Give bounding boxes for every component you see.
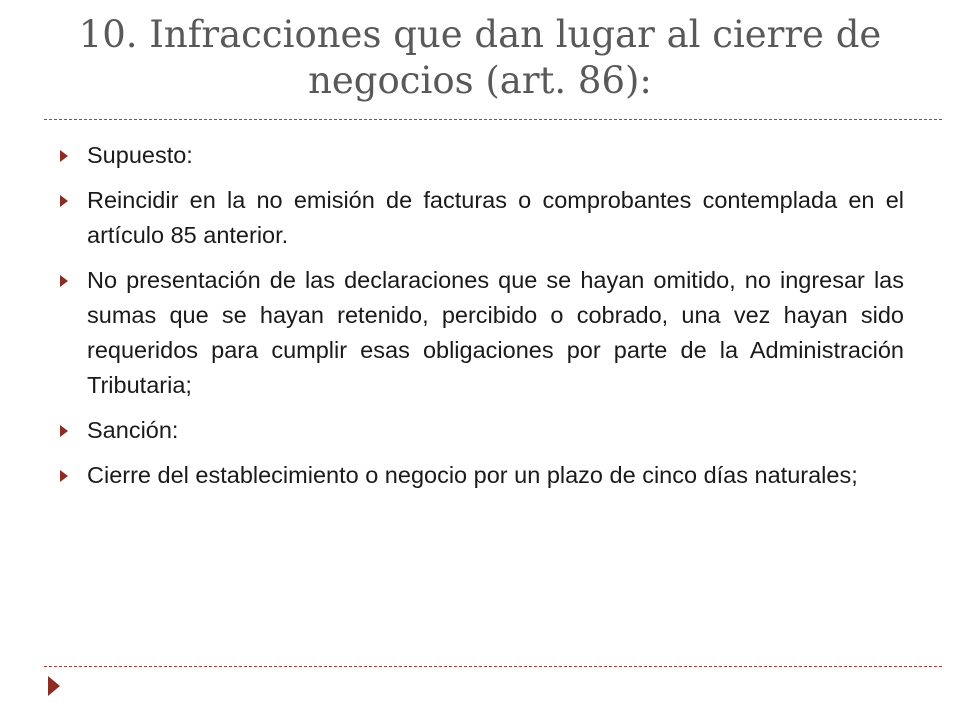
bullet-item — [58, 458, 904, 493]
bullet-item — [58, 263, 904, 403]
bullet-text: Sanción: — [87, 417, 179, 443]
bullet-list — [58, 138, 904, 503]
slide-title: 10. Infracciones que dan lugar al cierre de negocios (art. 86): — [78, 13, 882, 102]
bullet-item — [58, 183, 904, 253]
triangle-right-icon — [60, 470, 68, 482]
bullet-item — [58, 413, 904, 448]
triangle-right-icon — [60, 150, 68, 162]
bullet-text: Reincidir en la no emisión de facturas o comprobantes contemplada en el artículo 85 anterior. — [87, 187, 904, 248]
triangle-right-icon — [60, 275, 68, 287]
bullet-text: Supuesto: — [87, 142, 193, 168]
bottom-divider — [44, 666, 942, 667]
triangle-right-icon — [60, 195, 68, 207]
bullet-item — [58, 138, 904, 173]
bullet-text: Cierre del establecimiento o negocio por un plazo de cinco días naturales; — [87, 462, 858, 488]
top-divider — [44, 119, 942, 120]
triangle-right-icon — [48, 676, 60, 696]
triangle-right-icon — [60, 425, 68, 437]
bullet-text: No presentación de las declaraciones que se hayan omitido, no ingresar las sumas que se hayan retenido, percibido o cobrado, una vez hayan sido requeridos para cumplir esas obligaciones por parte de la Administración Tributaria; — [87, 267, 904, 398]
